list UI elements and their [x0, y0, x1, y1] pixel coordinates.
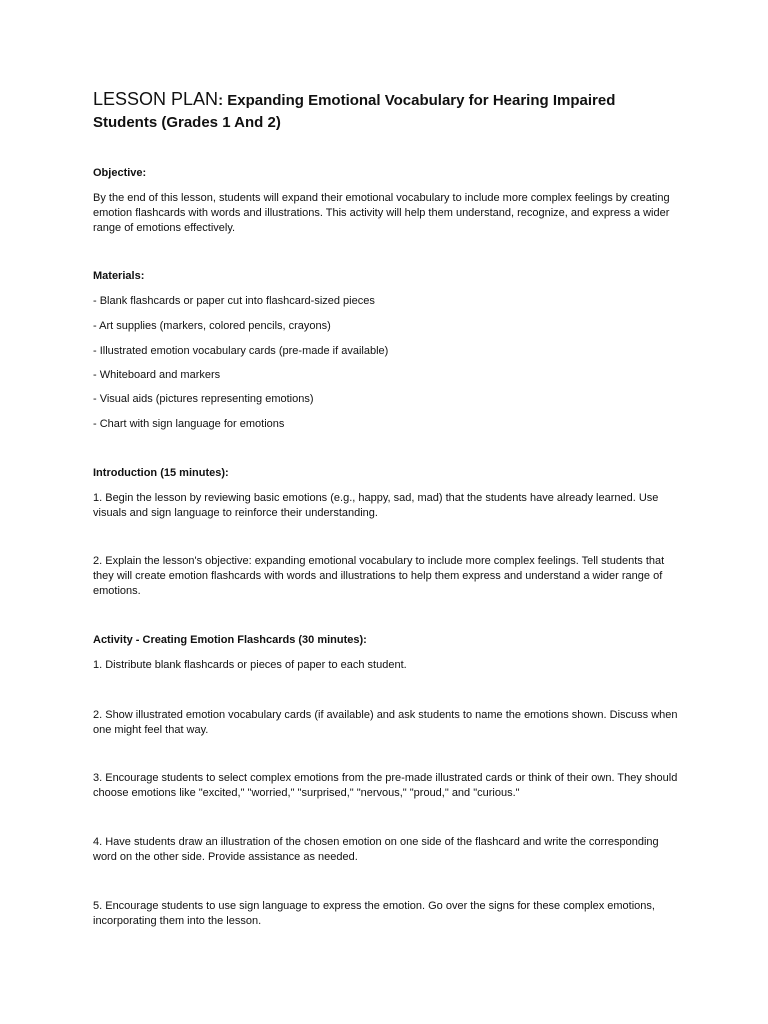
objective-heading: Objective: — [93, 167, 147, 179]
introduction-step-1: 1. Begin the lesson by reviewing basic emotions (e.g., happy, sad, mad) that the students have already learned. Use visuals and sign language to reinforce their understanding. — [93, 492, 659, 519]
materials-item — [93, 294, 683, 309]
activity-step-2: 2. Show illustrated emotion vocabulary cards (if available) and ask students to name the emotions shown. Discuss when one might feel that way. — [93, 709, 678, 736]
activity-step-1: 1. Distribute blank flashcards or pieces of paper to each student. — [93, 659, 407, 671]
materials-item-1: - Art supplies (markers, colored pencils, crayons) — [93, 320, 331, 332]
objective-section — [93, 166, 683, 181]
materials-item-5: - Chart with sign language for emotions — [93, 418, 285, 430]
materials-item-0: - Blank flashcards or paper cut into flashcard-sized pieces — [93, 295, 375, 307]
activity-step-5: 5. Encourage students to use sign language to express the emotion. Go over the signs for these complex emotions, incorporating them into the lesson. — [93, 900, 655, 927]
activity-step — [93, 771, 683, 801]
activity-step-4: 4. Have students draw an illustration of the chosen emotion on one side of the flashcard and write the corresponding word on the other side. Provide assistance as needed. — [93, 836, 659, 863]
materials-item — [93, 417, 683, 432]
introduction-step-2: 2. Explain the lesson's objective: expanding emotional vocabulary to include more complex feelings. Tell students that they will create emotion flashcards with words and illustrations to help them express and understand a wider range of emotions. — [93, 555, 665, 597]
materials-section — [93, 269, 683, 284]
activity-step — [93, 708, 683, 738]
materials-item-4: - Visual aids (pictures representing emotions) — [93, 393, 314, 405]
activity-step — [93, 658, 683, 673]
activity-step — [93, 899, 683, 929]
materials-item-2: - Illustrated emotion vocabulary cards (pre-made if available) — [93, 345, 389, 357]
document-title — [93, 88, 653, 134]
title-rest: : Expanding Emotional Vocabulary for Hearing Impaired Students (Grades 1 And 2) — [93, 92, 616, 131]
objective-body — [93, 191, 683, 236]
activity-step-3: 3. Encourage students to select complex emotions from the pre-made illustrated cards or think of their own. They should choose emotions like "excited," "worried," "surprised," "nervous," "proud," and "curious." — [93, 772, 678, 799]
materials-item-3: - Whiteboard and markers — [93, 369, 221, 381]
introduction-section — [93, 466, 683, 481]
activity-section — [93, 633, 683, 648]
activity-heading: Activity - Creating Emotion Flashcards (30 minutes): — [93, 634, 367, 646]
materials-item — [93, 392, 683, 407]
introduction-heading: Introduction (15 minutes): — [93, 467, 229, 479]
activity-step — [93, 835, 683, 865]
materials-item — [93, 344, 683, 359]
objective-text: By the end of this lesson, students will expand their emotional vocabulary to include more complex feelings by creating emotion flashcards with words and illustrations. This activity will help them understand, recognize, and express a wider range of emotions effectively. — [93, 192, 670, 234]
materials-heading: Materials: — [93, 270, 145, 282]
materials-item — [93, 319, 683, 334]
materials-item — [93, 368, 683, 383]
introduction-step — [93, 554, 683, 599]
introduction-step — [93, 491, 683, 521]
title-lead: LESSON PLAN — [93, 89, 219, 109]
